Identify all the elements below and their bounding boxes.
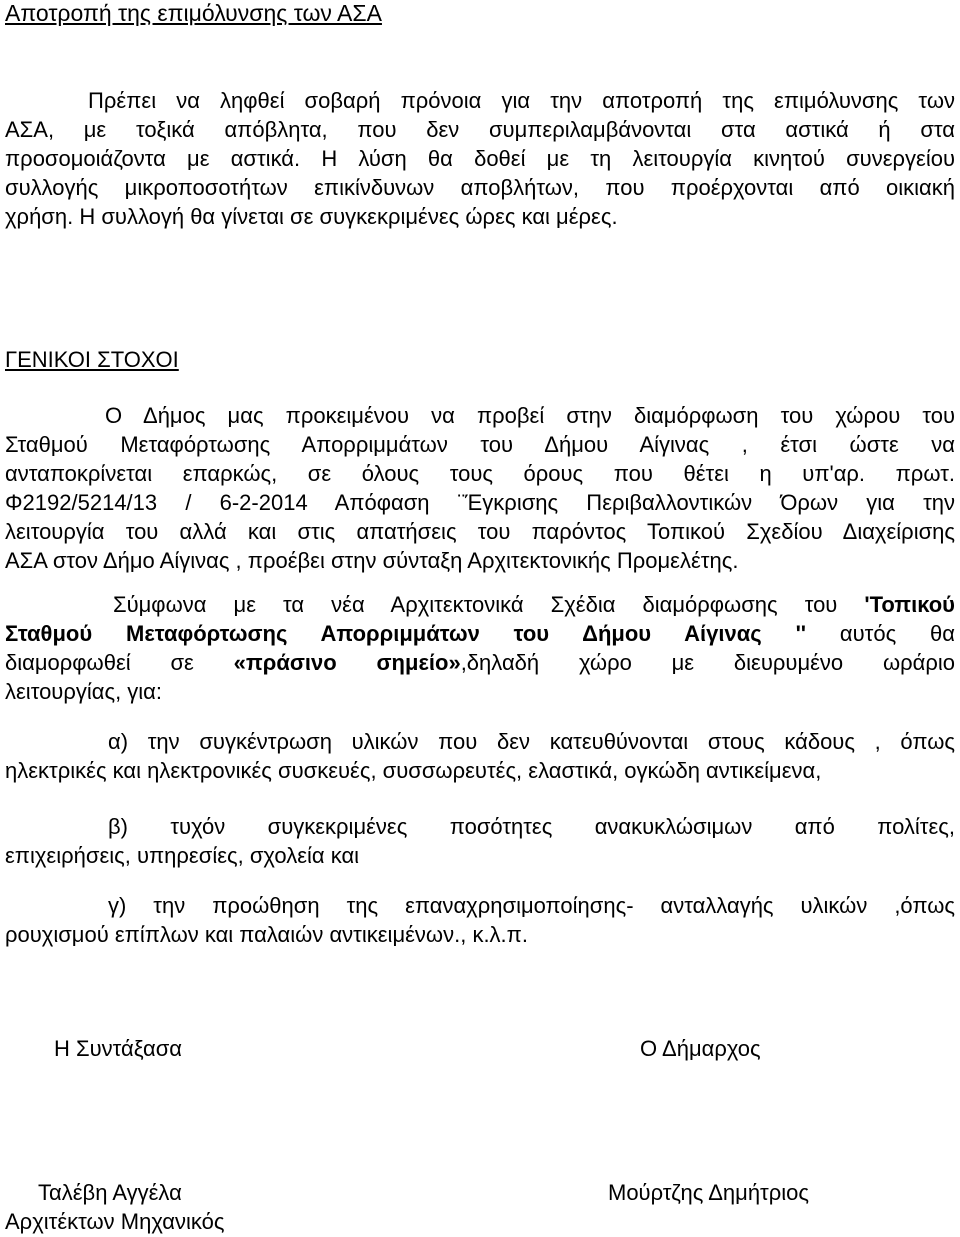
- signature-name-right: Μούρτζης Δημήτριος: [608, 1180, 809, 1205]
- bold-text: Σταθμού Μεταφόρτωσης Απορριμμάτων του Δήμου Αίγινας '': [5, 621, 807, 646]
- paragraph-pollution: [5, 86, 955, 231]
- text-line: συλλογής μικροποσοτήτων επικίνδυνων αποβλήτων, που προέρχονται από οικιακή: [5, 175, 955, 200]
- section-title-pollution: Αποτροπή της επιμόλυνσης των ΑΣΑ: [5, 0, 382, 26]
- text-line: επιχειρήσεις, υπηρεσίες, σχολεία και: [5, 843, 360, 868]
- signature-name-left: Ταλέβη Αγγέλα: [38, 1180, 182, 1205]
- text-line: γ) την προώθηση της επαναχρησιμοποίησης- ανταλλαγής υλικών ,όπως: [108, 893, 955, 918]
- text-line: Φ2192/5214/13 / 6-2-2014 Απόφαση ¨Έγκρισης Περιβαλλοντικών Όρων για την: [5, 490, 955, 515]
- text-line: Σταθμού Μεταφόρτωσης Απορριμμάτων του Δήμου Αίγινας , έτσι ώστε να: [5, 432, 955, 457]
- text-line: ΑΣΑ στον Δήμο Αίγινας , προέβει στην σύνταξη Αρχιτεκτονικής Προμελέτης.: [5, 548, 739, 573]
- text-line: χρήση. Η συλλογή θα γίνεται σε συγκεκριμένες ώρες και μέρες.: [5, 204, 618, 229]
- text-line: [5, 590, 955, 619]
- text-line: ανταποκρίνεται επαρκώς, σε όλους τους όρους που θέτει η υπ'αρ. πρωτ.: [5, 461, 955, 486]
- text-span: διαμορφωθεί σε: [5, 650, 234, 675]
- signature-role-right: Ο Δήμαρχος: [640, 1036, 761, 1061]
- text-line: ηλεκτρικές και ηλεκτρονικές συσκευές, συσσωρευτές, ελαστικά, ογκώδη αντικείμενα,: [5, 758, 822, 783]
- text-line: [5, 648, 955, 677]
- text-line: ΑΣΑ, με τοξικά απόβλητα, που δεν συμπεριλαμβάνονται στα αστικά ή στα: [5, 117, 955, 142]
- section-title-goals: ΓΕΝΙΚΟΙ ΣΤΟΧΟΙ: [5, 347, 179, 372]
- bold-text: «πράσινο σημείο»: [233, 650, 461, 675]
- text-line: [5, 619, 955, 648]
- text-line: Πρέπει να ληφθεί σοβαρή πρόνοια για την αποτροπή της επιμόλυνσης των: [88, 88, 955, 113]
- paragraph-green-point: [5, 590, 955, 706]
- text-line: ρουχισμού επίπλων και παλαιών αντικειμένων., κ.λ.π.: [5, 922, 528, 947]
- paragraph-goals: [5, 401, 955, 575]
- signature-title-left: Αρχιτέκτων Μηχανικός: [5, 1209, 225, 1234]
- text-line: β) τυχόν συγκεκριμένες ποσότητες ανακυκλώσιμων από πολίτες,: [108, 814, 955, 839]
- bold-text: 'Τοπικού: [864, 592, 955, 617]
- text-span: ,δηλαδή χώρο με διευρυμένο ωράριο: [460, 650, 956, 675]
- list-item-a: [5, 727, 955, 785]
- text-line: α) την συγκέντρωση υλικών που δεν κατευθύνονται στους κάδους , όπως: [108, 729, 955, 754]
- signature-role-left: Η Συντάξασα: [54, 1036, 183, 1061]
- text-span: Σύμφωνα με τα νέα Αρχιτεκτονικά Σχέδια διαμόρφωσης του: [113, 592, 865, 617]
- text-line: προσομοιάζοντα με αστικά. Η λύση θα δοθεί με τη λειτουργία κινητού συνεργείου: [5, 146, 955, 171]
- text-line: λειτουργίας, για:: [5, 679, 163, 704]
- list-item-b: [5, 812, 955, 870]
- list-item-c: [5, 891, 955, 949]
- text-line: λειτουργία του αλλά και στις απατήσεις του παρόντος Τοπικού Σχεδίου Διαχείρισης: [5, 519, 955, 544]
- text-span: αυτός θα: [806, 621, 955, 646]
- text-line: Ο Δήμος μας προκειμένου να προβεί στην διαμόρφωση του χώρου του: [105, 403, 955, 428]
